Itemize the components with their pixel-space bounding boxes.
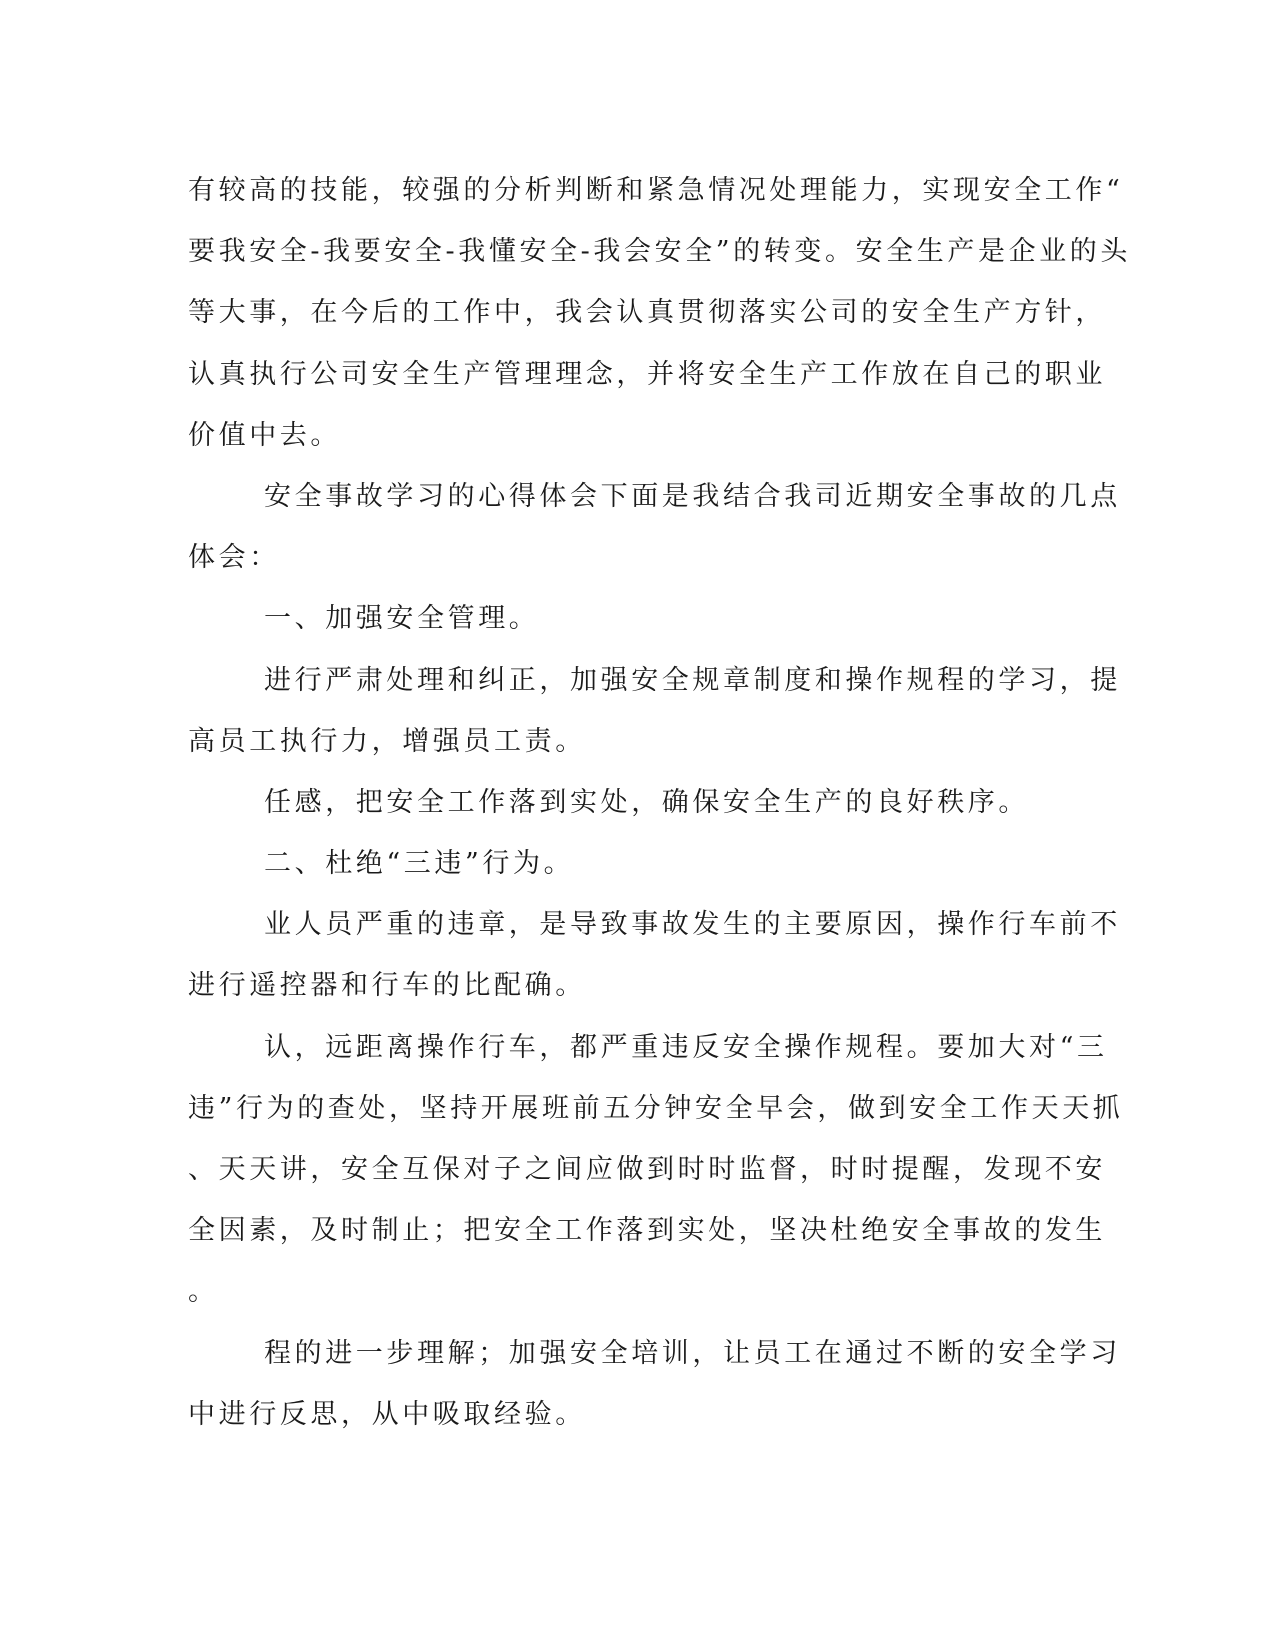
text-line: 要我安全-我要安全-我懂安全-我会安全”的转变。安全生产是企业的头 [188,236,1131,268]
document-body [188,160,1131,1445]
text-line: 安全事故学习的心得体会下面是我结合我司近期安全事故的几点 [264,480,1121,512]
text-line: 价值中去。 [188,419,341,451]
text-line: 、天天讲，安全互保对子之间应做到时时监督，时时提醒，发现不安 [188,1154,1106,1185]
text-line: 业人员严重的违章，是导致事故发生的主要原因，操作行车前不 [264,909,1121,941]
text-line: 违”行为的查处，坚持开展班前五分钟安全早会，做到安全工作天天抓 [188,1092,1124,1124]
text-line: 体会： [188,542,280,574]
text-line: 认，远距离操作行车，都严重违反安全操作规程。要加大对“三 [264,1031,1108,1063]
section-heading: 一、加强安全管理。 [264,603,540,635]
text-line: 等大事，在今后的工作中，我会认真贯彻落实公司的安全生产方针， [188,297,1106,329]
section-heading: 二、杜绝“三违”行为。 [264,848,575,880]
text-line: 高员工执行力，增强员工责。 [188,725,586,757]
text-line: 有较高的技能，较强的分析判断和紧急情况处理能力，实现安全工作“ [188,175,1124,206]
text-line: 。 [188,1276,219,1308]
text-line: 程的进一步理解；加强安全培训，让员工在通过不断的安全学习 [264,1337,1121,1369]
text-line: 中进行反思，从中吸取经验。 [188,1398,586,1430]
text-line: 进行严肃处理和纠正，加强安全规章制度和操作规程的学习，提 [264,664,1121,696]
text-line: 进行遥控器和行车的比配确。 [188,970,586,1002]
text-line: 认真执行公司安全生产管理理念，并将安全生产工作放在自己的职业 [188,358,1106,390]
text-line: 任感，把安全工作落到实处，确保安全生产的良好秩序。 [264,786,1029,818]
text-line: 全因素，及时制止；把安全工作落到实处，坚决杜绝安全事故的发生 [188,1215,1106,1247]
